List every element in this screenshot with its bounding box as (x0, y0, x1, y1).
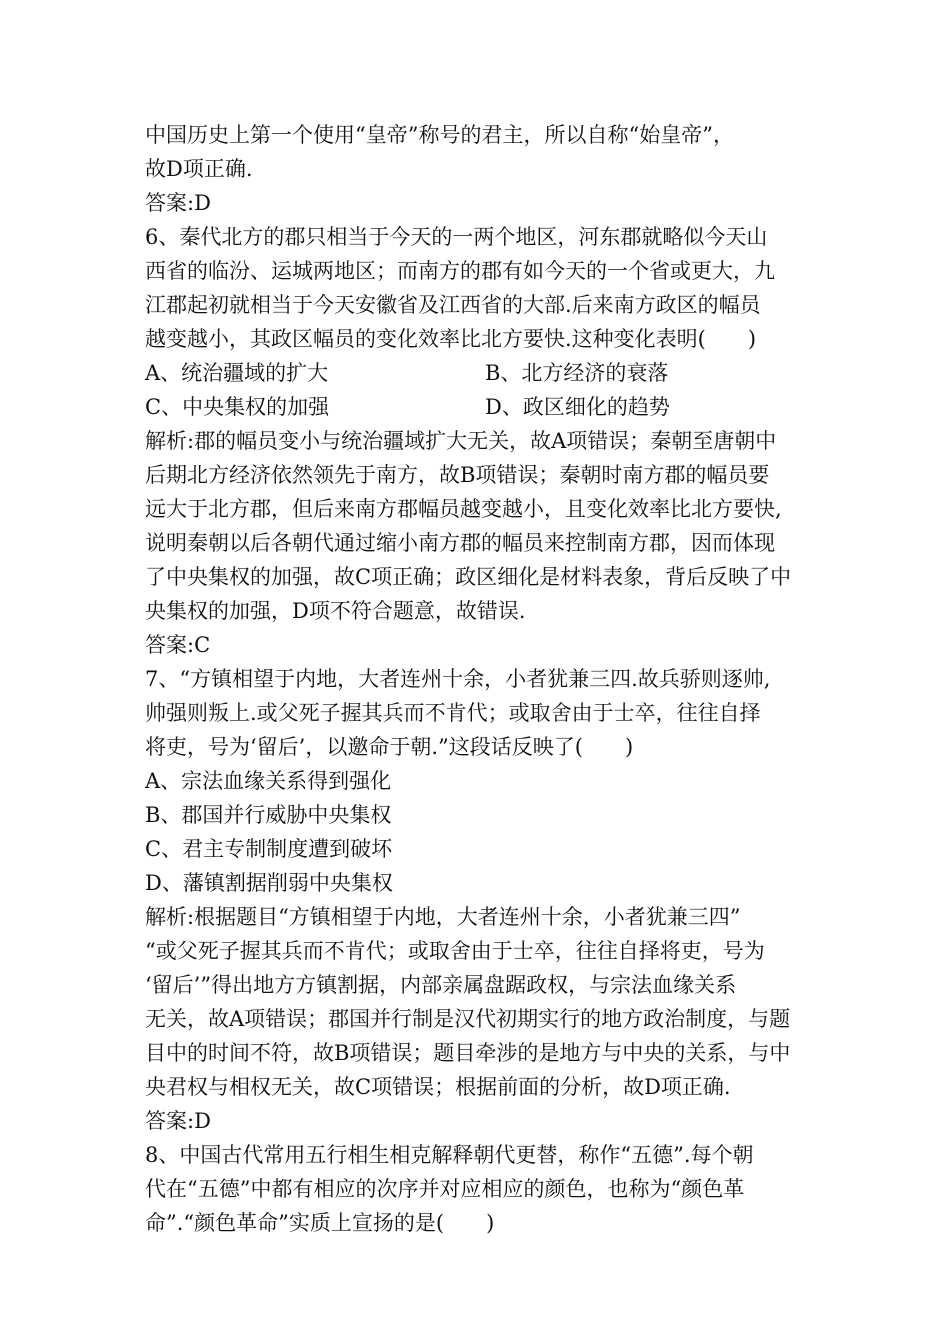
text-line: 故D项正确. (145, 157, 253, 181)
analysis-line: “或父死子握其兵而不肯代；或取舍由于士卒，往往自择将吏，号为 (145, 939, 765, 963)
question-6-line: 6、秦代北方的郡只相当于今天的一两个地区，河东郡就略似今天山 (145, 225, 768, 249)
answer-line: 答案:D (145, 1109, 211, 1133)
option-b: B、郡国并行威胁中央集权 (145, 803, 392, 827)
analysis-line: 远大于北方郡，但后来南方郡幅员越变越小，且变化效率比北方要快, (145, 497, 782, 521)
option-c: C、中央集权的加强 (145, 395, 330, 419)
option-c: C、君主专制制度遭到破坏 (145, 837, 393, 861)
question-6-line: 越变越小，其政区幅员的变化效率比北方要快.这种变化表明( ) (145, 327, 757, 351)
analysis-line: ‘留后’”得出地方方镇割据，内部亲属盘踞政权，与宗法血缘关系 (145, 973, 737, 997)
analysis-line: 目中的时间不符，故B项错误；题目牵涉的是地方与中央的关系，与中 (145, 1041, 791, 1065)
analysis-line: 央君权与相权无关，故C项错误；根据前面的分析，故D项正确. (145, 1075, 731, 1099)
analysis-line: 后期北方经济依然领先于南方，故B项错误；秦朝时南方郡的幅员要 (145, 463, 770, 487)
question-7-line: 7、“方镇相望于内地，大者连州十余，小者犹兼三四.故兵骄则逐帅, (145, 667, 771, 691)
analysis-line: 说明秦朝以后各朝代通过缩小南方郡的幅员来控制南方郡，因而体现 (145, 531, 775, 555)
question-8-line: 代在“五德”中都有相应的次序并对应相应的颜色，也称为“颜色革 (145, 1177, 745, 1201)
question-7-line: 将吏，号为‘留后’，以邀命于朝.”这段话反映了( ) (145, 735, 634, 759)
analysis-line: 无关，故A项错误；郡国并行制是汉代初期实行的地方政治制度，与题 (145, 1007, 791, 1031)
option-a: A、宗法血缘关系得到强化 (145, 769, 392, 793)
document-page (145, 118, 825, 1240)
option-a: A、统治疆域的扩大 (145, 361, 329, 385)
option-b: B、北方经济的衰落 (485, 361, 669, 385)
question-7-line: 帅强则叛上.或父死子握其兵而不肯代；或取舍由于士卒，往往自择 (145, 701, 761, 725)
analysis-line: 解析:郡的幅员变小与统治疆域扩大无关，故A项错误；秦朝至唐朝中 (145, 429, 777, 453)
analysis-line: 解析:根据题目“方镇相望于内地，大者连州十余，小者犹兼三四” (145, 905, 741, 929)
question-6-options-row (145, 356, 825, 390)
question-8-line: 8、中国古代常用五行相生相克解释朝代更替，称作“五德”.每个朝 (145, 1143, 754, 1167)
question-8-line: 命”.“颜色革命”实质上宣扬的是( ) (145, 1211, 495, 1235)
analysis-line: 央集权的加强，D项不符合题意，故错误. (145, 599, 526, 623)
question-6-line: 西省的临汾、运城两地区；而南方的郡有如今天的一个省或更大，九 (145, 259, 775, 283)
analysis-line: 了中央集权的加强，故C项正确；政区细化是材料表象，背后反映了中 (145, 565, 792, 589)
question-6-line: 江郡起初就相当于今天安徽省及江西省的大部.后来南方政区的幅员 (145, 293, 761, 317)
answer-line: 答案:C (145, 633, 211, 657)
question-6-options-row (145, 390, 825, 424)
option-d: D、藩镇割据削弱中央集权 (145, 871, 393, 895)
text-line: 中国历史上第一个使用“皇帝”称号的君主，所以自称“始皇帝”， (145, 123, 734, 147)
option-d: D、政区细化的趋势 (485, 395, 670, 419)
answer-line: 答案:D (145, 191, 211, 215)
